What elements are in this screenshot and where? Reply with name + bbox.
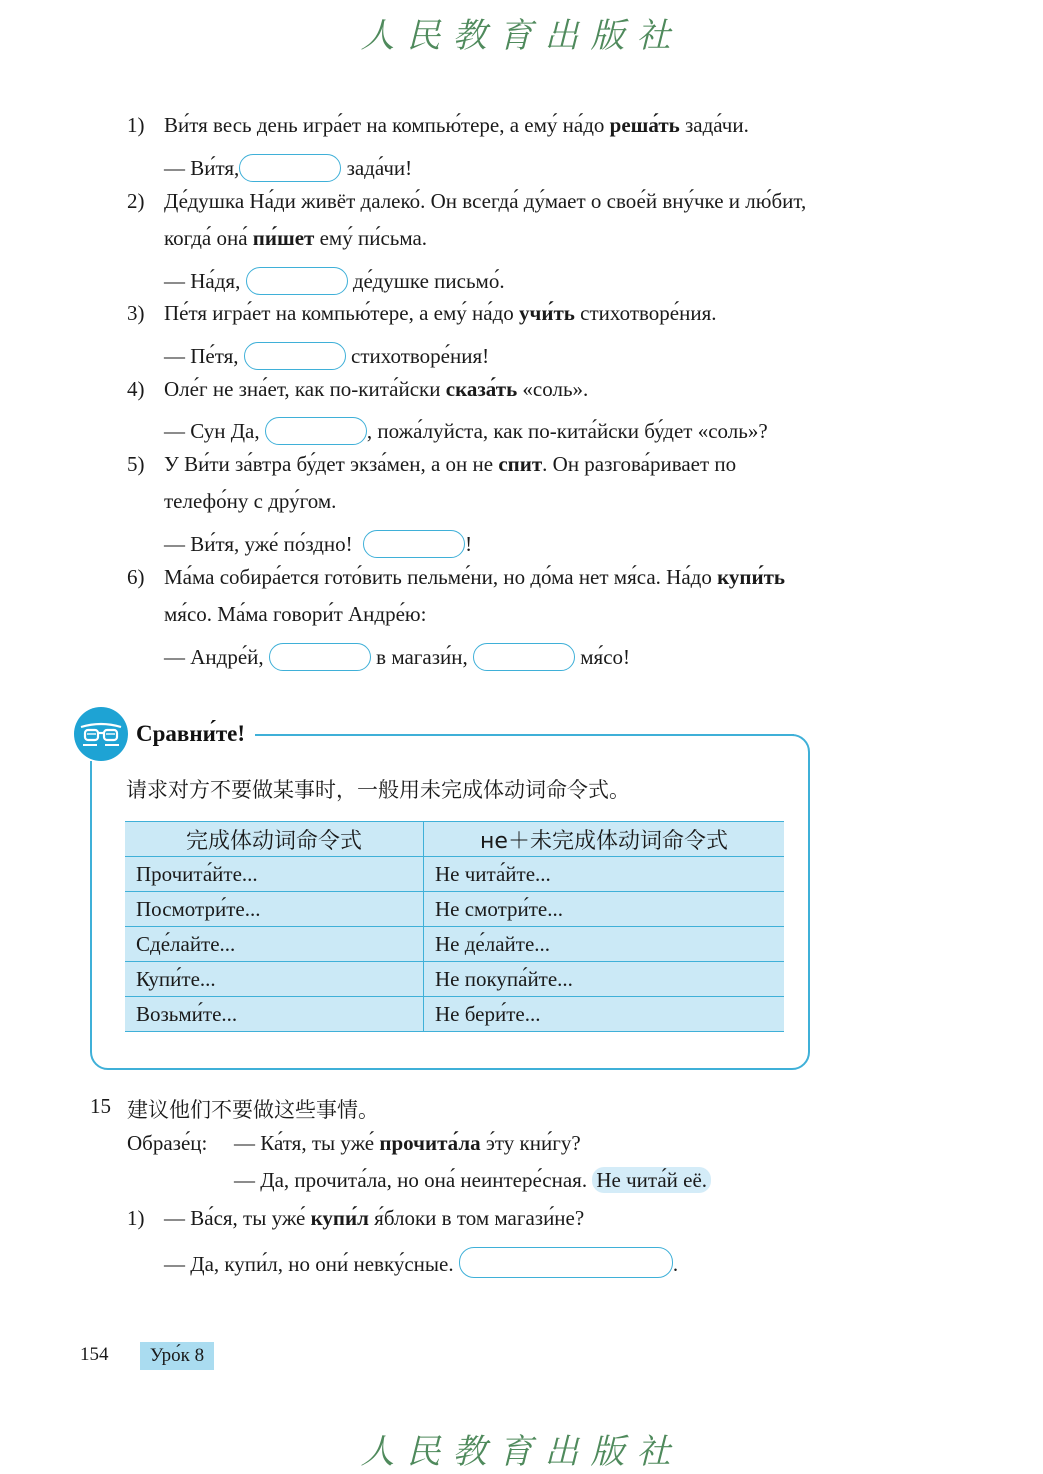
- item-prompt: Ви́тя весь день игра́ет на компью́тере, а ему́ на́до реша́ть зада́чи.: [164, 113, 749, 137]
- item-answer-line: — Пе́тя, стихотворе́ния!: [164, 344, 490, 368]
- table-row: Посмотри́те... Не смотри́те...: [125, 892, 784, 927]
- publisher-watermark-top: 人民教育出版社: [360, 16, 683, 56]
- table-row: Сде́лайте... Не де́лайте...: [125, 927, 784, 962]
- item-number: 6): [127, 565, 145, 589]
- item-number: 1): [127, 1206, 145, 1230]
- compare-title: Сравни́те!: [136, 721, 245, 746]
- table-row: Прочита́йте... Не чита́йте...: [125, 857, 784, 892]
- answer-blank[interactable]: [239, 154, 341, 182]
- table-row: Возьми́те... Не бери́те...: [125, 997, 784, 1032]
- item-number: 3): [127, 301, 145, 325]
- item-number: 1): [127, 113, 145, 137]
- item-answer-line: — Да, купи́л, но они́ невку́сные. .: [164, 1247, 678, 1278]
- table-header-row: [125, 822, 784, 857]
- sample-question: — Ка́тя, ты уже́ прочита́ла э́ту кни́гу?: [234, 1131, 581, 1155]
- item-prompt: Де́душка На́ди живёт далеко́. Он всегда́ ду́мает о свое́й вну́чке и лю́бит,: [164, 189, 807, 213]
- item-prompt: Ма́ма собира́ется гото́вить пельме́ни, но до́ма нет мя́са. На́до купи́ть: [164, 565, 785, 589]
- item-number: 5): [127, 452, 145, 476]
- answer-blank[interactable]: [363, 530, 465, 558]
- answer-blank[interactable]: [244, 342, 346, 370]
- item-prompt: Пе́тя игра́ет на компью́тере, а ему́ на́до учи́ть стихотворе́ния.: [164, 301, 717, 325]
- exercise-instruction: 建议他们不要做这些事情。: [127, 1098, 379, 1122]
- table-row: Купи́те... Не покупа́йте...: [125, 962, 784, 997]
- lesson-badge: Уро́к 8: [140, 1342, 214, 1370]
- sample-answer: — Да, прочита́ла, но она́ неинтере́сная. Не чита́й её.: [234, 1168, 711, 1193]
- compare-title-rule: [270, 734, 794, 736]
- item-answer-line: — Ви́тя, зада́чи!: [164, 156, 413, 180]
- sample-label: Образе́ц:: [127, 1131, 208, 1155]
- page-number: 154: [80, 1344, 109, 1365]
- answer-blank[interactable]: [473, 643, 575, 671]
- answer-blank[interactable]: [246, 267, 348, 295]
- item-answer-line: — Ви́тя, уже́ по́здно! !: [164, 532, 473, 556]
- item-prompt-continued: мя́со. Ма́ма говори́т Андре́ю:: [164, 602, 427, 626]
- item-answer-line: — Сун Да, , пожа́луйста, как по-кита́йски бу́дет «соль»?: [164, 419, 768, 443]
- item-answer-line: — Андре́й, в магази́н, мя́со!: [164, 645, 631, 669]
- sample-answer-highlight: Не чита́й её.: [592, 1167, 711, 1193]
- item-prompt-continued: когда́ она́ пи́шет ему́ пи́сьма.: [164, 226, 428, 250]
- answer-blank[interactable]: [459, 1247, 673, 1278]
- item-prompt: У Ви́ти за́втра бу́дет экза́мен, а он не спит. Он разгова́ривает по: [164, 452, 737, 476]
- publisher-watermark-bottom: 人民教育出版社: [360, 1432, 683, 1472]
- table-header-imperfective: не＋未完成体动词命令式: [424, 822, 785, 857]
- item-prompt-continued: телефо́ну с дру́гом.: [164, 489, 337, 513]
- answer-blank[interactable]: [269, 643, 371, 671]
- compare-header: [74, 707, 255, 761]
- exercise-number: 15: [90, 1094, 111, 1118]
- table-header-perfective: 完成体动词命令式: [125, 822, 424, 857]
- item-answer-line: — На́дя, де́душке письмо́.: [164, 269, 505, 293]
- answer-blank[interactable]: [265, 417, 367, 445]
- compare-note: 请求对方不要做某事时，一般用未完成体动词命令式。: [126, 778, 630, 802]
- imperative-table: [125, 821, 784, 1032]
- item-question: — Ва́ся, ты уже́ купи́л я́блоки в том магази́не?: [164, 1206, 585, 1230]
- item-number: 4): [127, 377, 145, 401]
- item-prompt: Оле́г не зна́ет, как по-кита́йски сказа́ть «соль».: [164, 377, 589, 401]
- item-number: 2): [127, 189, 145, 213]
- eyeglasses-icon: [74, 707, 128, 761]
